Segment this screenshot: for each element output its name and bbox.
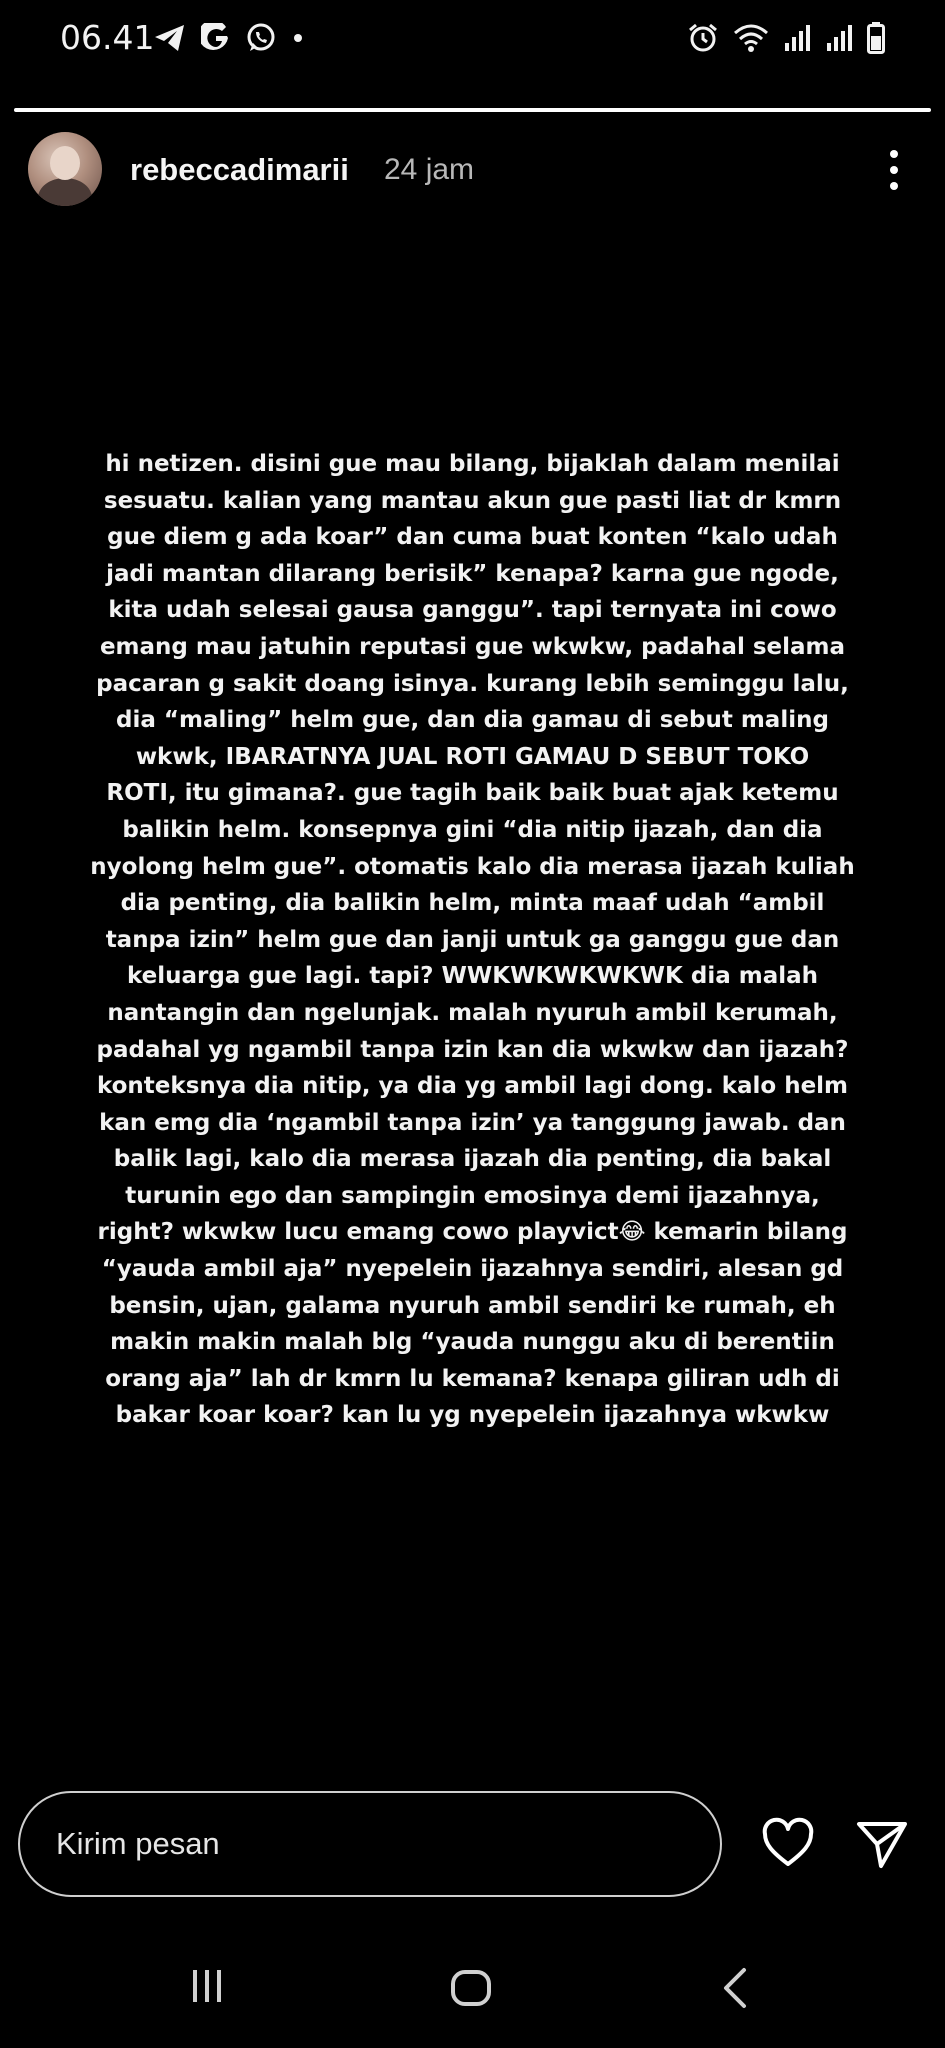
battery-icon <box>867 22 885 54</box>
story-progress-segment <box>14 108 931 112</box>
avatar[interactable] <box>28 132 102 206</box>
more-vertical-icon <box>882 148 906 192</box>
home-icon <box>441 1966 501 2010</box>
status-right-icons <box>687 18 885 58</box>
story-text: hi netizen. disini gue mau bilang, bijaklah dalam menilai sesuatu. kalian yang mantau akun gue pasti liat dr kmrn gue diem g ada koar” dan cuma buat konten “kalo udah jadi mantan dilarang berisik” kenapa? karna gue ngode, kita udah selesai gausa ganggu”. tapi ternyata ini cowo emang mau jatuhin reputasi gue wkwkw, padahal selama pacaran g sakit doang isinya. kurang lebih seminggu lalu, dia “maling” helm gue, dan dia gamau di sebut maling wkwk, IBARATNYA JUAL ROTI GAMAU D SEBUT TOKO ROTI, itu gimana?. gue tagih baik baik buat ajak ketemu balikin helm. konsepnya gini “dia nitip ijazah, dan dia nyolong helm gue”. otomatis kalo dia merasa ijazah kuliah dia penting, dia balikin helm, minta maaf udah “ambil tanpa izin” helm gue dan janji untuk ga ganggu gue dan keluarga gue lagi. tapi? WWKWKWKWKWK dia malah nantangin dan ngelunjak. malah nyuruh ambil kerumah, padahal yg ngambil tanpa izin kan dia wkwkw dan ijazah? konteksnya dia nitip, ya dia yg ambil lagi dong. kalo helm kan emg dia ‘ngambil tanpa izin’ ya tanggung jawab. dan balik lagi, kalo dia merasa ijazah dia penting, dia bakal turunin ego dan sampingin emosinya demi ijazahnya, right? wkwkw lucu emang cowo playvict😂 kemarin bilang “yauda ambil aja” nyepelein ijazahnya sendiri, alesan gd bensin, ujan, galama nyuruh ambil sendiri ke rumah, eh makin makin malah blg “yauda nunggu aku di berentiin orang aja” lah dr kmrn lu kemana? kenapa giliran udh di bakar koar koar? kan lu yg nyepelein ijazahnya wkwkw <box>90 451 855 1429</box>
story-progress-bar <box>14 108 931 112</box>
back-button[interactable] <box>705 1966 765 2016</box>
recent-apps-button[interactable] <box>177 1966 237 2016</box>
notification-dot-icon <box>291 31 305 45</box>
navigation-bar <box>0 1930 945 2048</box>
google-icon <box>201 23 231 53</box>
more-options-button[interactable] <box>882 148 906 192</box>
send-button[interactable] <box>855 1818 909 1870</box>
telegram-icon <box>153 23 187 53</box>
status-bar <box>0 0 945 80</box>
heart-icon <box>760 1816 816 1872</box>
message-input[interactable] <box>18 1791 722 1897</box>
paper-plane-icon <box>855 1818 909 1870</box>
username[interactable]: rebeccadimarii <box>130 152 349 187</box>
whatsapp-icon <box>245 22 277 54</box>
signal-icon <box>783 23 811 53</box>
alarm-icon <box>687 22 719 54</box>
story-header <box>28 132 918 208</box>
home-button[interactable] <box>441 1966 501 2016</box>
status-left-icons <box>153 18 305 58</box>
signal-icon <box>825 23 853 53</box>
back-chevron-icon <box>705 1966 765 2010</box>
recents-icon <box>177 1966 237 2006</box>
wifi-icon <box>733 23 769 53</box>
story-timestamp: 24 jam <box>384 153 475 186</box>
status-time: 06.41 <box>60 18 155 57</box>
like-button[interactable] <box>760 1816 816 1872</box>
